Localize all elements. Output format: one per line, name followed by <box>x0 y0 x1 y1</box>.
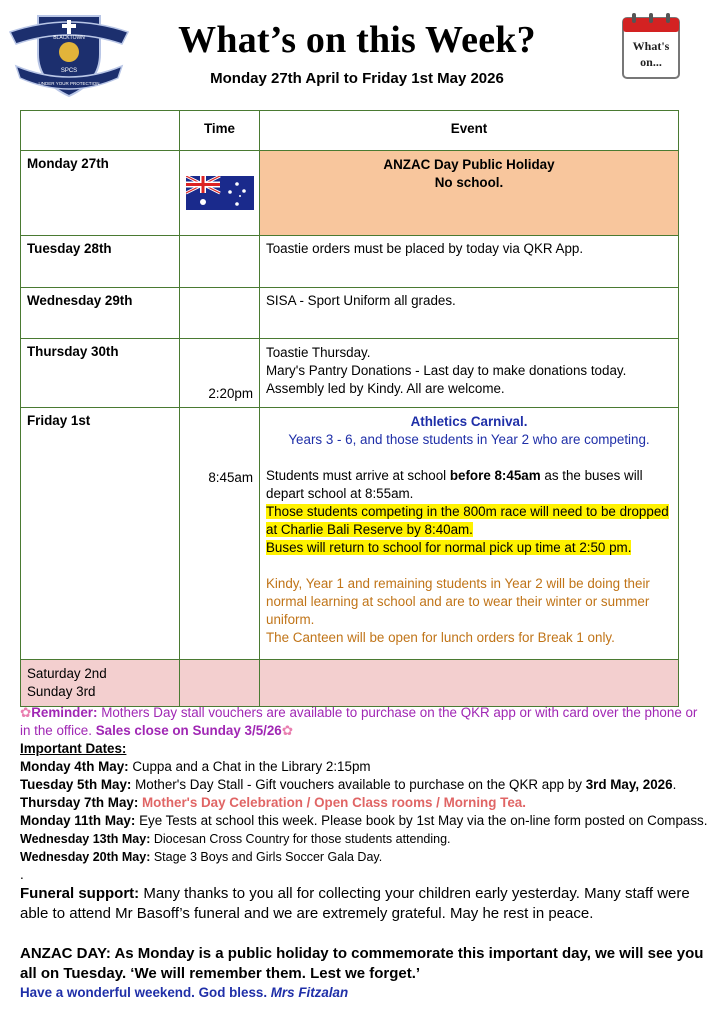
day-cell: Friday 1st <box>21 408 180 660</box>
table-row-friday <box>21 408 679 660</box>
day-cell: Thursday 30th <box>21 339 180 408</box>
important-dates-title: Important Dates: <box>20 741 127 756</box>
anzac-note: ANZAC DAY: As Monday is a public holiday to commemorate this important day, we will see you all on Tuesday. ‘We will remember them. Lest we forget.’ <box>20 945 704 982</box>
signoff: Have a wonderful weekend. God bless. Mrs Fitzalan <box>20 985 349 1000</box>
highlight-note-buses: Buses will return to school for normal pick up time at 2:50 pm. <box>266 540 632 555</box>
table-row-tuesday <box>21 236 679 288</box>
event-header: Event <box>260 111 679 151</box>
notes-section <box>20 704 710 1002</box>
day-cell: Wednesday 29th <box>21 288 180 339</box>
date-item: Tuesday 5th May: Mother's Day Stall - Gift vouchers available to purchase on the QKR app by 3rd May, 2026. <box>20 777 677 792</box>
funeral-note: Funeral support: Many thanks to you all for collecting your children early yesterday. Many staff were able to attend Mr Basoff’s funeral and we are extremely grateful. May he rest in peace. <box>20 885 690 922</box>
event-cell-holiday <box>260 151 679 236</box>
time-cell: 8:45am <box>180 408 260 660</box>
holiday-note: No school. <box>434 175 504 190</box>
day-cell <box>21 660 180 707</box>
weekend-day: Saturday 2nd <box>27 666 107 681</box>
australian-flag-icon <box>186 176 254 210</box>
school-crest-logo <box>8 10 130 100</box>
table-row-wednesday <box>21 288 679 339</box>
separator-dot: . <box>20 867 24 882</box>
table-header-row <box>21 111 679 151</box>
reminder: ✿Reminder: Mothers Day stall vouchers are available to purchase on the QKR app or with card over the phone or in the office. Sales close on Sunday 3/5/26✿ <box>20 705 698 738</box>
weekly-schedule-table <box>20 110 679 707</box>
calendar-icon-line1: What's <box>632 39 670 53</box>
holiday-title: ANZAC Day Public Holiday <box>383 157 555 172</box>
week-header: Week 2 <box>21 111 180 151</box>
event-title: Athletics Carnival. <box>410 414 528 429</box>
event-cell: SISA - Sport Uniform all grades. <box>260 288 679 339</box>
event-subtitle: Years 3 - 6, and those students in Year 2 who are competing. <box>288 432 650 447</box>
table-row-monday <box>21 151 679 236</box>
logo-text-bottom: UNDER YOUR PROTECTION <box>38 81 100 86</box>
table-row-thursday <box>21 339 679 408</box>
flower-icon: ✿ <box>20 705 32 720</box>
date-item: Monday 4th May: Cuppa and a Chat in the Library 2:15pm <box>20 759 371 774</box>
table-row-weekend <box>21 660 679 707</box>
logo-text-top: BLACKTOWN <box>53 35 85 41</box>
page-title: What’s on this Week? <box>178 19 536 61</box>
calendar-icon <box>620 12 682 82</box>
time-cell: 2:20pm <box>180 339 260 408</box>
event-line: Toastie Thursday. <box>266 345 371 360</box>
weekend-day: Sunday 3rd <box>27 684 96 699</box>
canteen-note: The Canteen will be open for lunch orders for Break 1 only. <box>266 630 615 645</box>
event-cell <box>260 660 679 707</box>
date-item: Monday 11th May: Eye Tests at school this week. Please book by 1st May via the on-line form posted on Compass. <box>20 813 708 828</box>
time-header: Time <box>180 111 260 151</box>
date-item: Wednesday 13th May: Diocesan Cross Country for those students attending. <box>20 832 451 846</box>
event-line: Assembly led by Kindy. All are welcome. <box>266 381 505 396</box>
time-cell <box>180 288 260 339</box>
event-cell <box>260 408 679 660</box>
flower-icon: ✿ <box>281 723 293 738</box>
date-item: Thursday 7th May: Mother's Day Celebration / Open Class rooms / Morning Tea. <box>20 795 526 810</box>
highlight-note-800m: Those students competing in the 800m race will need to be dropped at Charlie Bali Reserve by 8:40am. <box>266 504 669 537</box>
event-cell <box>260 339 679 408</box>
calendar-icon-line2: on... <box>640 55 662 69</box>
page-subtitle: Monday 27th April to Friday 1st May 2026 <box>210 70 504 87</box>
day-cell: Monday 27th <box>21 151 180 236</box>
time-cell <box>180 236 260 288</box>
time-cell <box>180 151 260 236</box>
date-item: Wednesday 20th May: Stage 3 Boys and Girls Soccer Gala Day. <box>20 850 383 864</box>
kindy-note: Kindy, Year 1 and remaining students in Year 2 will be doing their normal learning at school and are to wear their winter or summer uniform. <box>266 576 650 627</box>
event-line: Mary's Pantry Donations - Last day to make donations today. <box>266 363 627 378</box>
event-cell: Toastie orders must be placed by today via QKR App. <box>260 236 679 288</box>
logo-text-mid: SPCS <box>60 68 78 74</box>
arrival-note: Students must arrive at school before 8:45am as the buses will depart school at 8:55am. <box>266 468 643 501</box>
time-cell <box>180 660 260 707</box>
day-cell: Tuesday 28th <box>21 236 180 288</box>
